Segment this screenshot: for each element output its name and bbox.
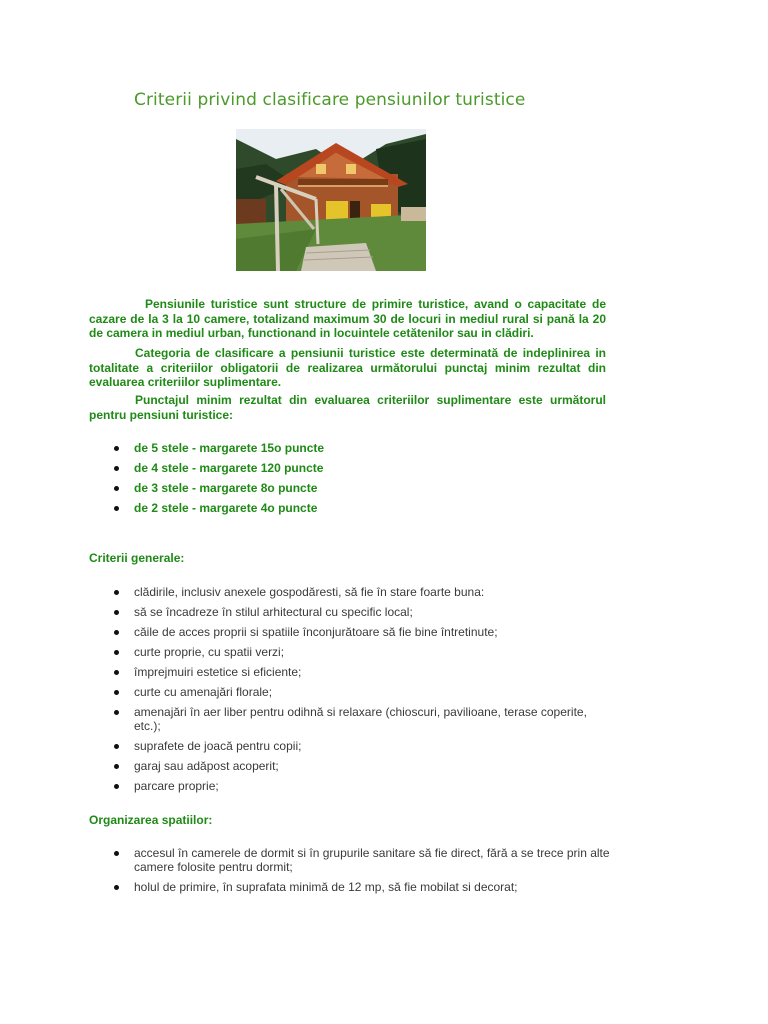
category-paragraph-text: Categoria de clasificare a pensiunii turistice este determinată de indeplinirea in totalitate a criteriilor obligatorii de realizarea următorului punctaj minim rezultat din evaluarea criteriilor suplimentare. bbox=[89, 346, 606, 390]
bullet-icon bbox=[114, 885, 119, 890]
criterion-text: clădirile, inclusiv anexele gospodăresti, să fie în stare foarte buna: bbox=[134, 585, 485, 599]
bullet-icon bbox=[114, 506, 119, 511]
star-levels-list bbox=[114, 440, 324, 520]
bullet-icon bbox=[114, 851, 119, 856]
criterion-text: curte proprie, cu spatii verzi; bbox=[134, 645, 285, 659]
list-item bbox=[114, 665, 614, 679]
criterion-text: căile de acces proprii si spatiile înconjurătoare să fie bine întretinute; bbox=[134, 625, 498, 639]
criterion-text: curte cu amenajări florale; bbox=[134, 685, 273, 699]
bullet-icon bbox=[114, 784, 119, 789]
general-criteria-list bbox=[114, 585, 614, 799]
list-item bbox=[114, 705, 614, 733]
bullet-icon bbox=[114, 710, 119, 715]
criterion-text: holul de primire, în suprafata minimă de 12 mp, să fie mobilat si decorat; bbox=[134, 880, 518, 894]
list-item bbox=[114, 605, 614, 619]
list-item bbox=[114, 480, 324, 500]
list-item bbox=[114, 759, 614, 773]
star-level-text: de 3 stele - margarete 8o puncte bbox=[134, 481, 318, 495]
spaces-criteria-list bbox=[114, 846, 614, 900]
list-item bbox=[114, 625, 614, 639]
section-heading-spaces: Organizarea spatiilor: bbox=[89, 813, 213, 827]
bullet-icon bbox=[114, 650, 119, 655]
star-level-text: de 2 stele - margarete 4o puncte bbox=[134, 501, 318, 515]
list-item bbox=[114, 880, 614, 894]
criterion-text: să se încadreze în stilul arhitectural cu specific local; bbox=[134, 605, 413, 619]
criterion-text: suprafete de joacă pentru copii; bbox=[134, 739, 302, 753]
section-heading-general: Criterii generale: bbox=[89, 551, 185, 565]
bullet-icon bbox=[114, 744, 119, 749]
document-title: Criterii privind clasificare pensiunilor turistice bbox=[134, 90, 526, 110]
bullet-icon bbox=[114, 690, 119, 695]
bullet-icon bbox=[114, 630, 119, 635]
list-item bbox=[114, 460, 324, 480]
star-level-text: de 5 stele - margarete 15o puncte bbox=[134, 441, 325, 455]
list-item bbox=[114, 739, 614, 753]
guesthouse-photo bbox=[236, 129, 426, 271]
criterion-text: accesul în camerele de dormit si în grupurile sanitare să fie direct, fără a se trece prin alte camere folosite pentru dormit; bbox=[134, 846, 610, 874]
score-paragraph bbox=[89, 393, 606, 422]
bullet-icon bbox=[114, 466, 119, 471]
bullet-icon bbox=[114, 610, 119, 615]
category-paragraph bbox=[89, 346, 606, 390]
list-item bbox=[114, 500, 324, 520]
bullet-icon bbox=[114, 670, 119, 675]
list-item bbox=[114, 779, 614, 793]
bullet-icon bbox=[114, 486, 119, 491]
criterion-text: parcare proprie; bbox=[134, 779, 219, 793]
intro-paragraph-text: Pensiunile turistice sunt structure de primire turistice, avand o capacitate de cazare de la 3 la 10 camere, totalizand maximum 30 de locuri in mediul rural si pană la 20 de camera in mediul urban, functionand in locuintele cetătenilor sau in clădiri. bbox=[89, 297, 606, 341]
list-item bbox=[114, 645, 614, 659]
list-item bbox=[114, 585, 614, 599]
bullet-icon bbox=[114, 590, 119, 595]
bullet-icon bbox=[114, 446, 119, 451]
list-item bbox=[114, 685, 614, 699]
score-paragraph-text: Punctajul minim rezultat din evaluarea criteriilor suplimentare este următorul pentru pensiuni turistice: bbox=[89, 393, 606, 422]
criterion-text: împrejmuiri estetice si eficiente; bbox=[134, 665, 302, 679]
star-level-text: de 4 stele - margarete 120 puncte bbox=[134, 461, 324, 475]
criterion-text: garaj sau adăpost acoperit; bbox=[134, 759, 279, 773]
intro-paragraph bbox=[89, 297, 606, 341]
list-item bbox=[114, 440, 324, 460]
list-item bbox=[114, 846, 614, 874]
bullet-icon bbox=[114, 764, 119, 769]
criterion-text: amenajări în aer liber pentru odihnă si relaxare (chioscuri, pavilioane, terase coperite, etc.); bbox=[134, 705, 587, 733]
